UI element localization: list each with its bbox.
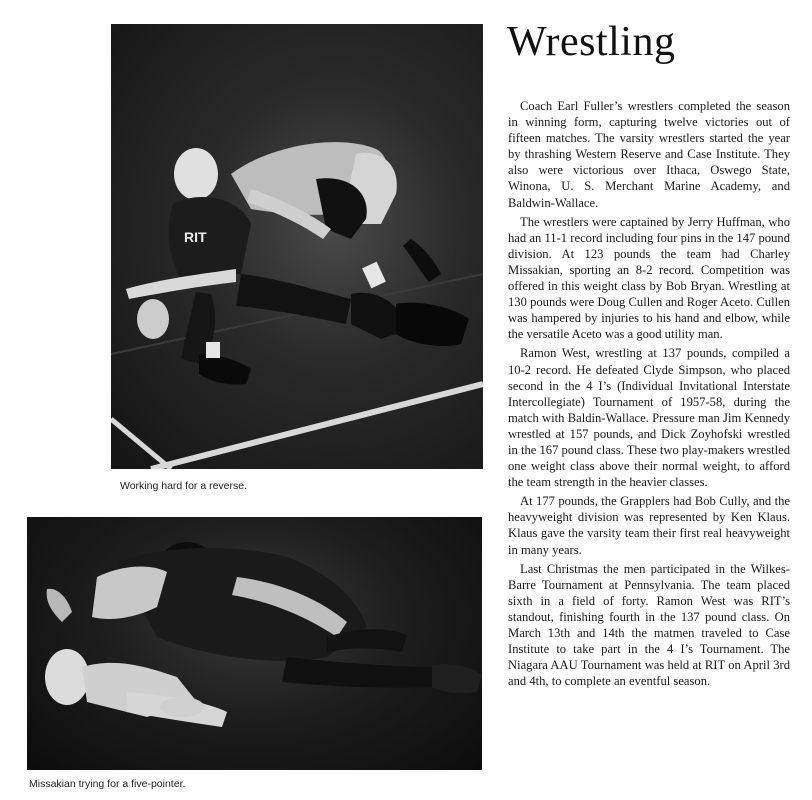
photo-reverse-illustration [111,24,483,469]
article-paragraph: The wrestlers were captained by Jerry Huffman, who had an 11-1 record including four pins in the 147 pound division. At 123 pounds the team had Charley Missakian, sporting an 8-2 record. Competition was offered in this weight class by Bob Bryan. Wrestling at 130 pounds were Doug Cullen and Roger Aceto. Cullen was hampered by injuries to his hand and elbow, while the versatile Aceto was a good utility man. [508,214,790,342]
page-title: Wrestling [507,19,676,65]
wrestling-photo-reverse [111,24,483,469]
article-paragraph: At 177 pounds, the Grapplers had Bob Cully, and the heavyweight division was represented by Ken Klaus. Klaus gave the varsity team their first real heavyweight in many years. [508,494,790,557]
photo-five-pointer-illustration [27,517,482,770]
article-paragraph: Coach Earl Fuller’s wrestlers completed the season in winning form, capturing twelve victories out of fifteen matches. The varsity wrestlers started the year by thrashing Western Reserve and Case Institute. They also were victorious over Ithaca, Oswego State, Winona, U. S. Merchant Marine Academy, and Baldwin-Wallace. [508,99,790,210]
article-body [508,98,790,692]
jersey-lettering: RIT [184,229,207,245]
wrestling-photo-five-pointer [27,517,482,770]
caption-five-pointer: Missakian trying for a five-pointer. [29,778,186,790]
caption-reverse: Working hard for a reverse. [120,480,248,492]
article-paragraph: Ramon West, wrestling at 137 pounds, compiled a 10-2 record. He defeated Clyde Simpson, who placed second in the 4 I’s (Individual Invitational Interstate Intercollegiate) Tournament of 1957-58, during the match with Baldin-Wallace. Pressure man Jim Kennedy wrestled at 157 pounds, and Dick Zoyhofski wrestled in the 167 pound class. These two play-makers wrestled one weight class above their normal weight, to afford the team strength in the heavier classes. [508,346,791,490]
article-paragraph: Last Christmas the men participated in the Wilkes-Barre Tournament at Pennsylvania. The team placed sixth in a field of forty. Ramon West was RIT’s standout, finishing fourth in the 137 pound class. On March 13th and 14th the matmen traveled to Case Institute to take part in the 4 I’s Tournament. The Niagara AAU Tournament was held at RIT on April 3rd and 4th, to complete an eventful season. [508,561,790,689]
